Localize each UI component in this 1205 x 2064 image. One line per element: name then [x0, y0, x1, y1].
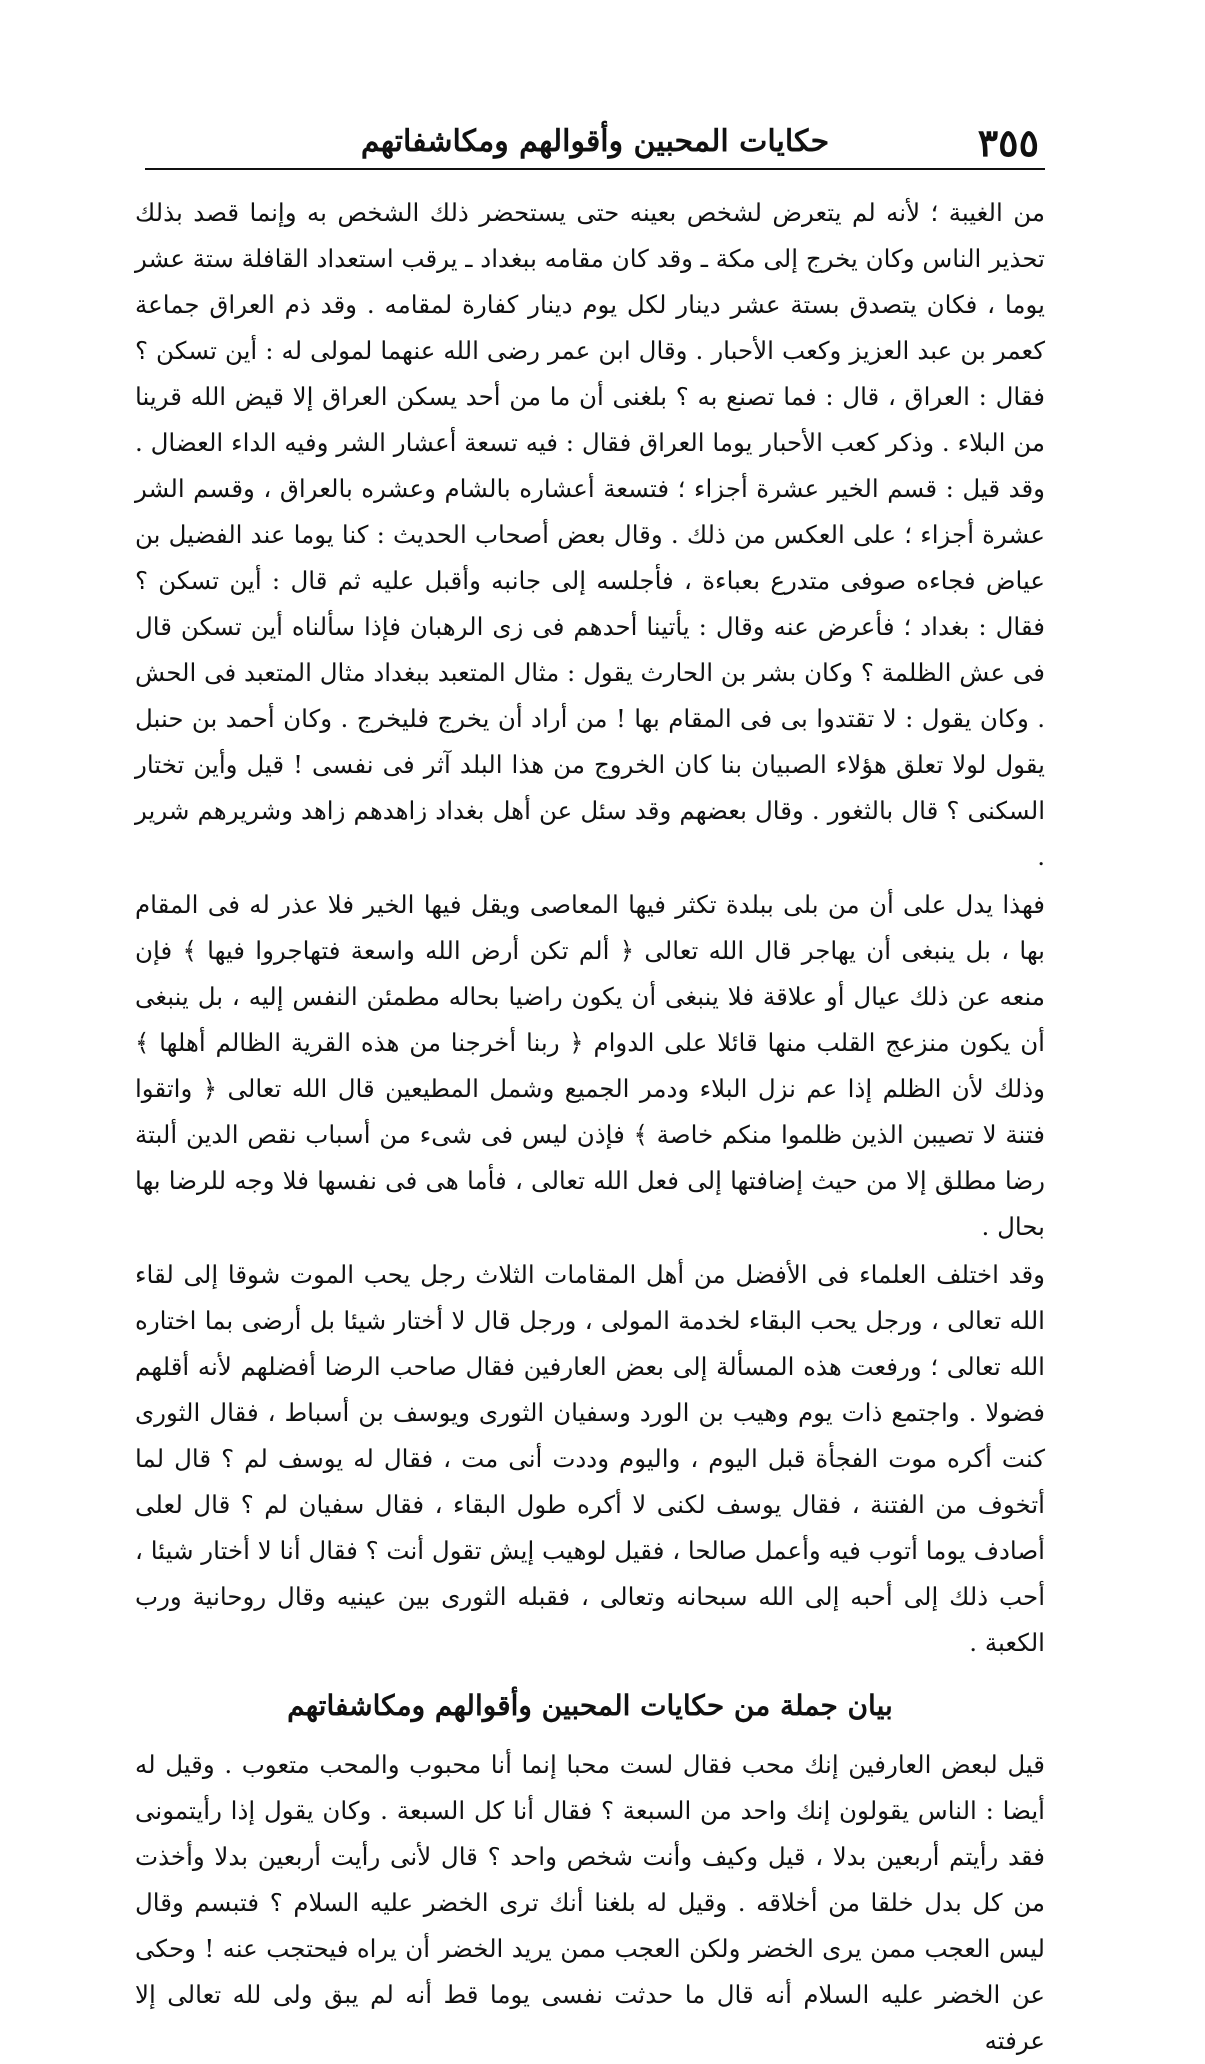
page-header	[145, 118, 1045, 170]
page-number: ٣٥٥	[977, 120, 1039, 165]
paragraph-iraq: من الغيبة ؛ لأنه لم يتعرض لشخص بعينه حتى يستحضر ذلك الشخص به وإنما قصد بذلك تحذير الناس وكان يخرج إلى مكة ـ وقد كان مقامه ببغداد ـ يرقب استعداد القافلة ستة عشر يوما ، فكان يتصدق بستة عشر دينار لكل يوم دينار كفارة لمقامه . وقد ذم العراق جماعة كعمر بن عبد العزيز وكعب الأحبار . وقال ابن عمر رضى الله عنهما لمولى له : أين تسكن ؟ فقال : العراق ، قال : فما تصنع به ؟ بلغنى أن ما من أحد يسكن العراق إلا قيض الله قرينا من البلاء . وذكر كعب الأحبار يوما العراق فقال : فيه تسعة أعشار الشر وفيه الداء العضال . وقد قيل : قسم الخير عشرة أجزاء ؛ فتسعة أعشاره بالشام وعشره بالعراق ، وقسم الشر عشرة أجزاء ؛ على العكس من ذلك . وقال بعض أصحاب الحديث : كنا يوما عند الفضيل بن عياض فجاءه صوفى متدرع بعباءة ، فأجلسه إلى جانبه وأقبل عليه ثم قال : أين تسكن ؟ فقال : بغداد ؛ فأعرض عنه وقال : يأتينا أحدهم فى زى الرهبان فإذا سألناه أين تسكن قال فى عش الظلمة ؟ وكان بشر بن الحارث يقول : مثال المتعبد ببغداد مثال المتعبد فى الحش . وكان يقول : لا تقتدوا بى فى المقام بها ! من أراد أن يخرج فليخرج . وكان أحمد بن حنبل يقول لولا تعلق هؤلاء الصبيان بنا كان الخروج من هذا البلد آثر فى نفسى ! قيل وأين تختار السكنى ؟ قال بالثغور . وقال بعضهم وقد سئل عن أهل بغداد زاهدهم زاهد وشريرهم شرير .	[135, 198, 1045, 871]
paragraph-hijra: فهذا يدل على أن من بلى ببلدة تكثر فيها المعاصى ويقل فيها الخير فلا عذر له فى المقام بها ، بل ينبغى أن يهاجر قال الله تعالى ﴿ ألم تكن أرض الله واسعة فتهاجروا فيها ﴾ فإن منعه عن ذلك عيال أو علاقة فلا ينبغى أن يكون راضيا بحاله مطمئن النفس إليه ، بل ينبغى أن يكون منزعج القلب منها قائلا على الدوام ﴿ ربنا أخرجنا من هذه القرية الظالم أهلها ﴾ وذلك لأن الظلم إذا عم نزل البلاء ودمر الجميع وشمل المطيعين قال الله تعالى ﴿ واتقوا فتنة لا تصيبن الذين ظلموا منكم خاصة ﴾ فإذن ليس فى شىء من أسباب نقص الدين ألبتة رضا مطلق إلا من حيث إضافتها إلى فعل الله تعالى ، فأما هى فى نفسها فلا وجه للرضا بها بحال .	[135, 890, 1045, 1241]
body-text	[135, 190, 1045, 2064]
running-title: حكايات المحبين وأقوالهم ومكاشفاتهم	[360, 124, 830, 159]
section-heading: بيان جملة من حكايات المحبين وأقوالهم ومكاشفاتهم	[287, 1689, 893, 1722]
paragraph-three-stations: وقد اختلف العلماء فى الأفضل من أهل المقامات الثلاث رجل يحب الموت شوقا إلى لقاء الله تعالى ، ورجل يحب البقاء لخدمة المولى ، ورجل قال لا أختار شيئا بل أرضى بما اختاره الله تعالى ؛ ورفعت هذه المسألة إلى بعض العارفين فقال صاحب الرضا أفضلهم لأنه أقلهم فضولا . واجتمع ذات يوم وهيب بن الورد وسفيان الثورى ويوسف بن أسباط ، فقال الثورى كنت أكره موت الفجأة قبل اليوم ، واليوم وددت أنى مت ، فقال له يوسف لم ؟ قال لما أتخوف من الفتنة ، فقال يوسف لكنى لا أكره طول البقاء ، فقال سفيان لم ؟ قال لعلى أصادف يوما أتوب فيه وأعمل صالحا ، فقيل لوهيب إيش تقول أنت ؟ فقال أنا لا أختار شيئا ، أحب ذلك إلى أحبه إلى الله سبحانه وتعالى ، فقبله الثورى بين عينيه وقال روحانية ورب الكعبة .	[135, 1260, 1045, 1657]
paragraph-lovers-anecdotes: قيل لبعض العارفين إنك محب فقال لست محبا إنما أنا محبوب والمحب متعوب . وقيل له أيضا : الناس يقولون إنك واحد من السبعة ؟ فقال أنا كل السبعة . وكان يقول إذا رأيتمونى فقد رأيتم أربعين بدلا ، قيل وكيف وأنت شخص واحد ؟ قال لأنى رأيت أربعين بدلا وأخذت من كل بدل خلقا من أخلاقه . وقيل له بلغنا أنك ترى الخضر عليه السلام ؟ فتبسم وقال ليس العجب ممن يرى الخضر ولكن العجب ممن يريد الخضر أن يراه فيحتجب عنه ! وحكى عن الخضر عليه السلام أنه قال ما حدثت نفسى يوما قط أنه لم يبق ولى لله تعالى إلا عرفته	[135, 1750, 1045, 2055]
